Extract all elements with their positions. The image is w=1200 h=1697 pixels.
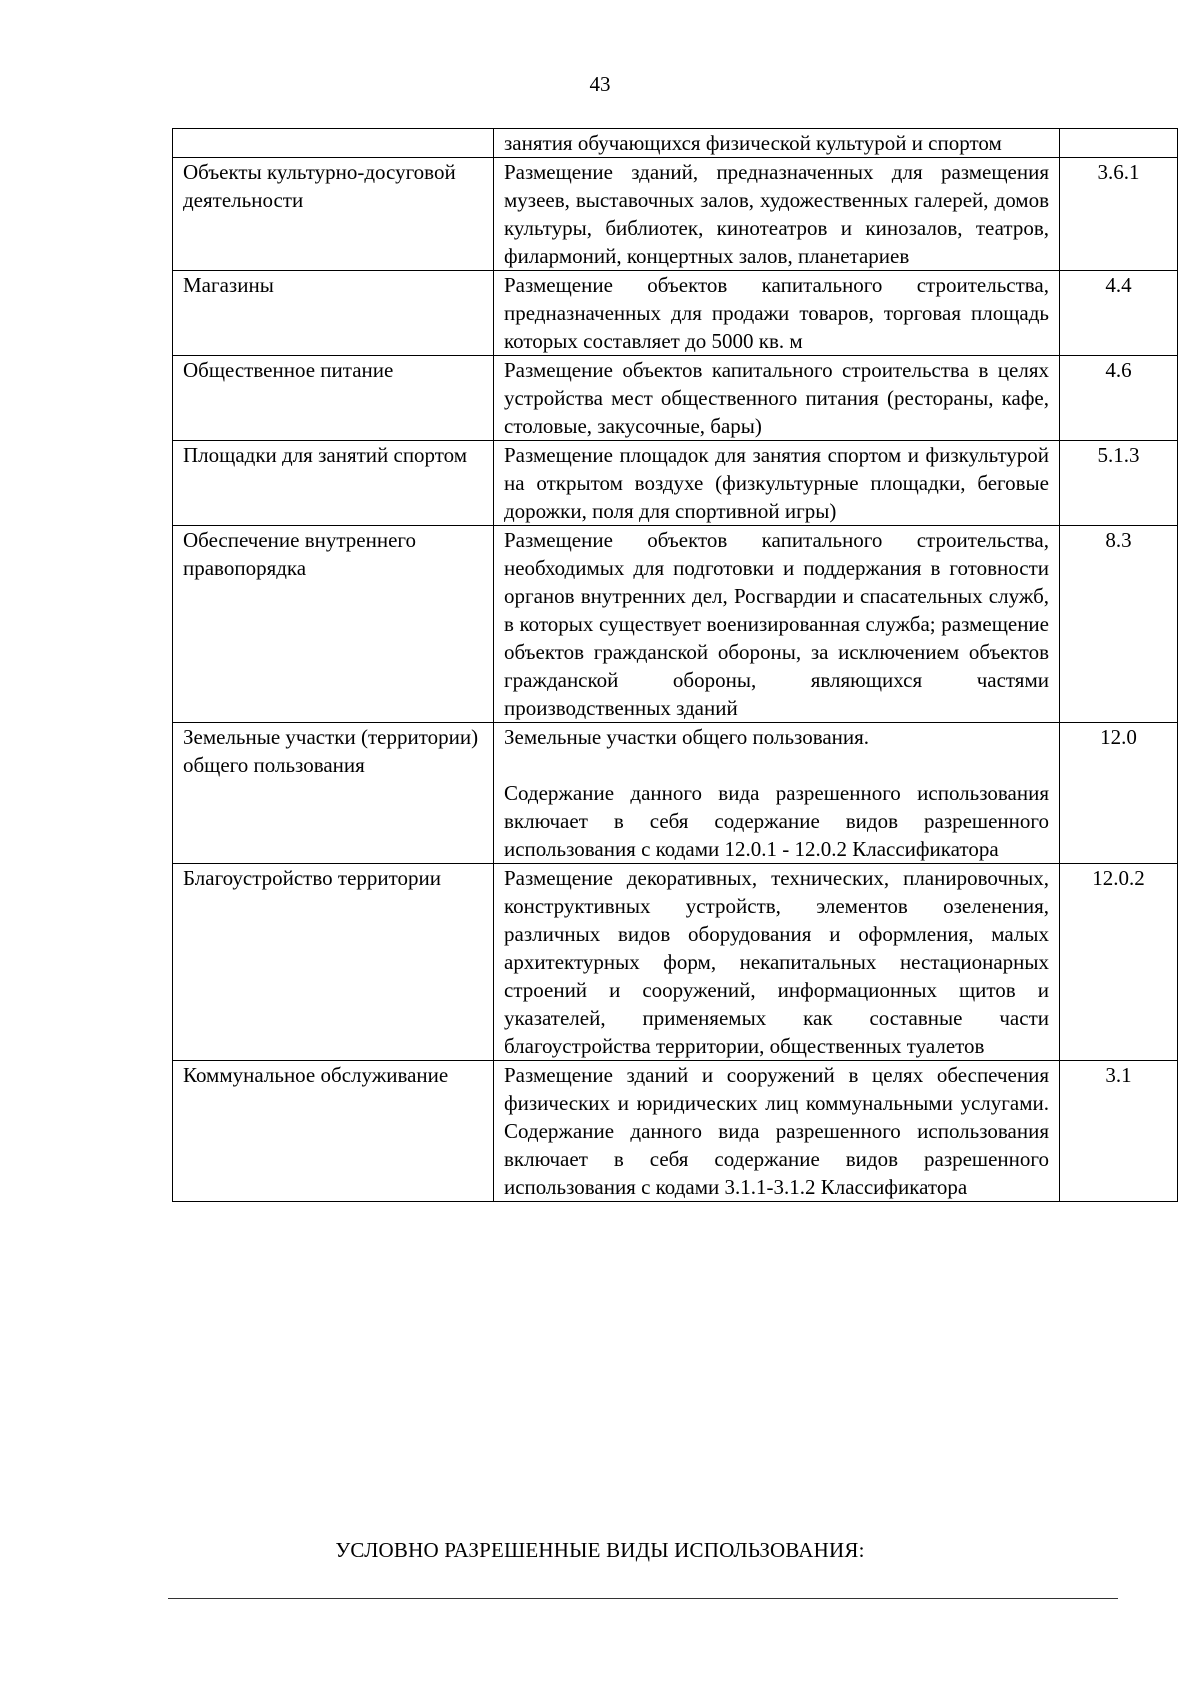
use-description: Размещение объектов капитального строительства в целях устройства мест общественного питания (рестораны, кафе, столовые, закусочные, бары) bbox=[504, 358, 1049, 438]
use-description-cell bbox=[494, 441, 1060, 526]
use-description: Размещение объектов капитального строительства, предназначенных для продажи товаров, торговая площадь которых составляет до 5000 кв. м bbox=[504, 273, 1049, 353]
table-row bbox=[173, 356, 1178, 441]
use-code-cell: 3.6.1 bbox=[1060, 158, 1178, 271]
table-row bbox=[173, 1061, 1178, 1202]
use-description: Размещение объектов капитального строительства, необходимых для подготовки и поддержания в готовности органов внутренних дел, Росгвардии и спасательных служб, в которых существует военизированная служба; размещение объектов гражданской обороны, за исключением объектов гражданской обороны, являющихся частями производственных зданий bbox=[504, 528, 1049, 720]
use-description: занятия обучающихся физической культурой и спортом bbox=[504, 131, 1002, 155]
use-code-cell: 12.0 bbox=[1060, 723, 1178, 864]
page-number: 43 bbox=[589, 72, 611, 96]
table-row bbox=[173, 158, 1178, 271]
use-code-cell: 3.1 bbox=[1060, 1061, 1178, 1202]
use-name-cell bbox=[173, 129, 494, 158]
use-description-cell bbox=[494, 1061, 1060, 1202]
use-name-cell: Коммунальное обслуживание bbox=[173, 1061, 494, 1202]
use-description: Размещение декоративных, технических, планировочных, конструктивных устройств, элементов озеленения, различных видов оборудования и оформления, малых архитектурных форм, некапитальных нестационарных строений и сооружений, информационных щитов и указателей, применяемых как составные части благоустройства территории, общественных туалетов bbox=[504, 866, 1049, 1058]
table-row bbox=[173, 723, 1178, 864]
use-code-cell: 4.6 bbox=[1060, 356, 1178, 441]
use-code-cell: 5.1.3 bbox=[1060, 441, 1178, 526]
use-description: Размещение зданий, предназначенных для размещения музеев, выставочных залов, художественных галерей, домов культуры, библиотек, кинотеатров и кинозалов, театров, филармоний, концертных залов, планетариев bbox=[504, 160, 1049, 268]
use-description-extra: Содержание данного вида разрешенного использования включает в себя содержание видов разрешенного использования с кодами 12.0.1 - 12.0.2 Классификатора bbox=[504, 781, 1049, 861]
use-name-cell: Объекты культурно-досуговой деятельности bbox=[173, 158, 494, 271]
use-code-cell bbox=[1060, 129, 1178, 158]
bottom-divider bbox=[168, 1598, 1118, 1599]
section-heading: УСЛОВНО РАЗРЕШЕННЫЕ ВИДЫ ИСПОЛЬЗОВАНИЯ: bbox=[335, 1538, 865, 1562]
use-description-cell bbox=[494, 271, 1060, 356]
use-description-cell bbox=[494, 526, 1060, 723]
table-row bbox=[173, 864, 1178, 1061]
use-description: Размещение площадок для занятия спортом и физкультурой на открытом воздухе (физкультурные площадки, беговые дорожки, поля для спортивной игры) bbox=[504, 443, 1049, 523]
land-use-table bbox=[172, 128, 1178, 1202]
use-name-cell: Земельные участки (территории) общего пользования bbox=[173, 723, 494, 864]
table-row bbox=[173, 441, 1178, 526]
table-row bbox=[173, 526, 1178, 723]
use-description-cell bbox=[494, 356, 1060, 441]
use-description-cell bbox=[494, 864, 1060, 1061]
table-row bbox=[173, 271, 1178, 356]
use-code-cell: 8.3 bbox=[1060, 526, 1178, 723]
use-code-cell: 4.4 bbox=[1060, 271, 1178, 356]
use-code-cell: 12.0.2 bbox=[1060, 864, 1178, 1061]
use-description: Земельные участки общего пользования. bbox=[504, 725, 870, 749]
use-description-cell bbox=[494, 158, 1060, 271]
use-name-cell: Общественное питание bbox=[173, 356, 494, 441]
use-name-cell: Обеспечение внутреннего правопорядка bbox=[173, 526, 494, 723]
use-name-cell: Благоустройство территории bbox=[173, 864, 494, 1061]
use-description-cell bbox=[494, 129, 1060, 158]
use-description-cell bbox=[494, 723, 1060, 864]
table-row bbox=[173, 129, 1178, 158]
use-name-cell: Площадки для занятий спортом bbox=[173, 441, 494, 526]
paragraph-gap bbox=[504, 751, 1049, 779]
use-description: Размещение зданий и сооружений в целях обеспечения физических и юридических лиц коммунальными услугами. Содержание данного вида разрешенного использования включает в себя содержание видов разрешенного использования с кодами 3.1.1-3.1.2 Классификатора bbox=[504, 1063, 1049, 1199]
use-name-cell: Магазины bbox=[173, 271, 494, 356]
